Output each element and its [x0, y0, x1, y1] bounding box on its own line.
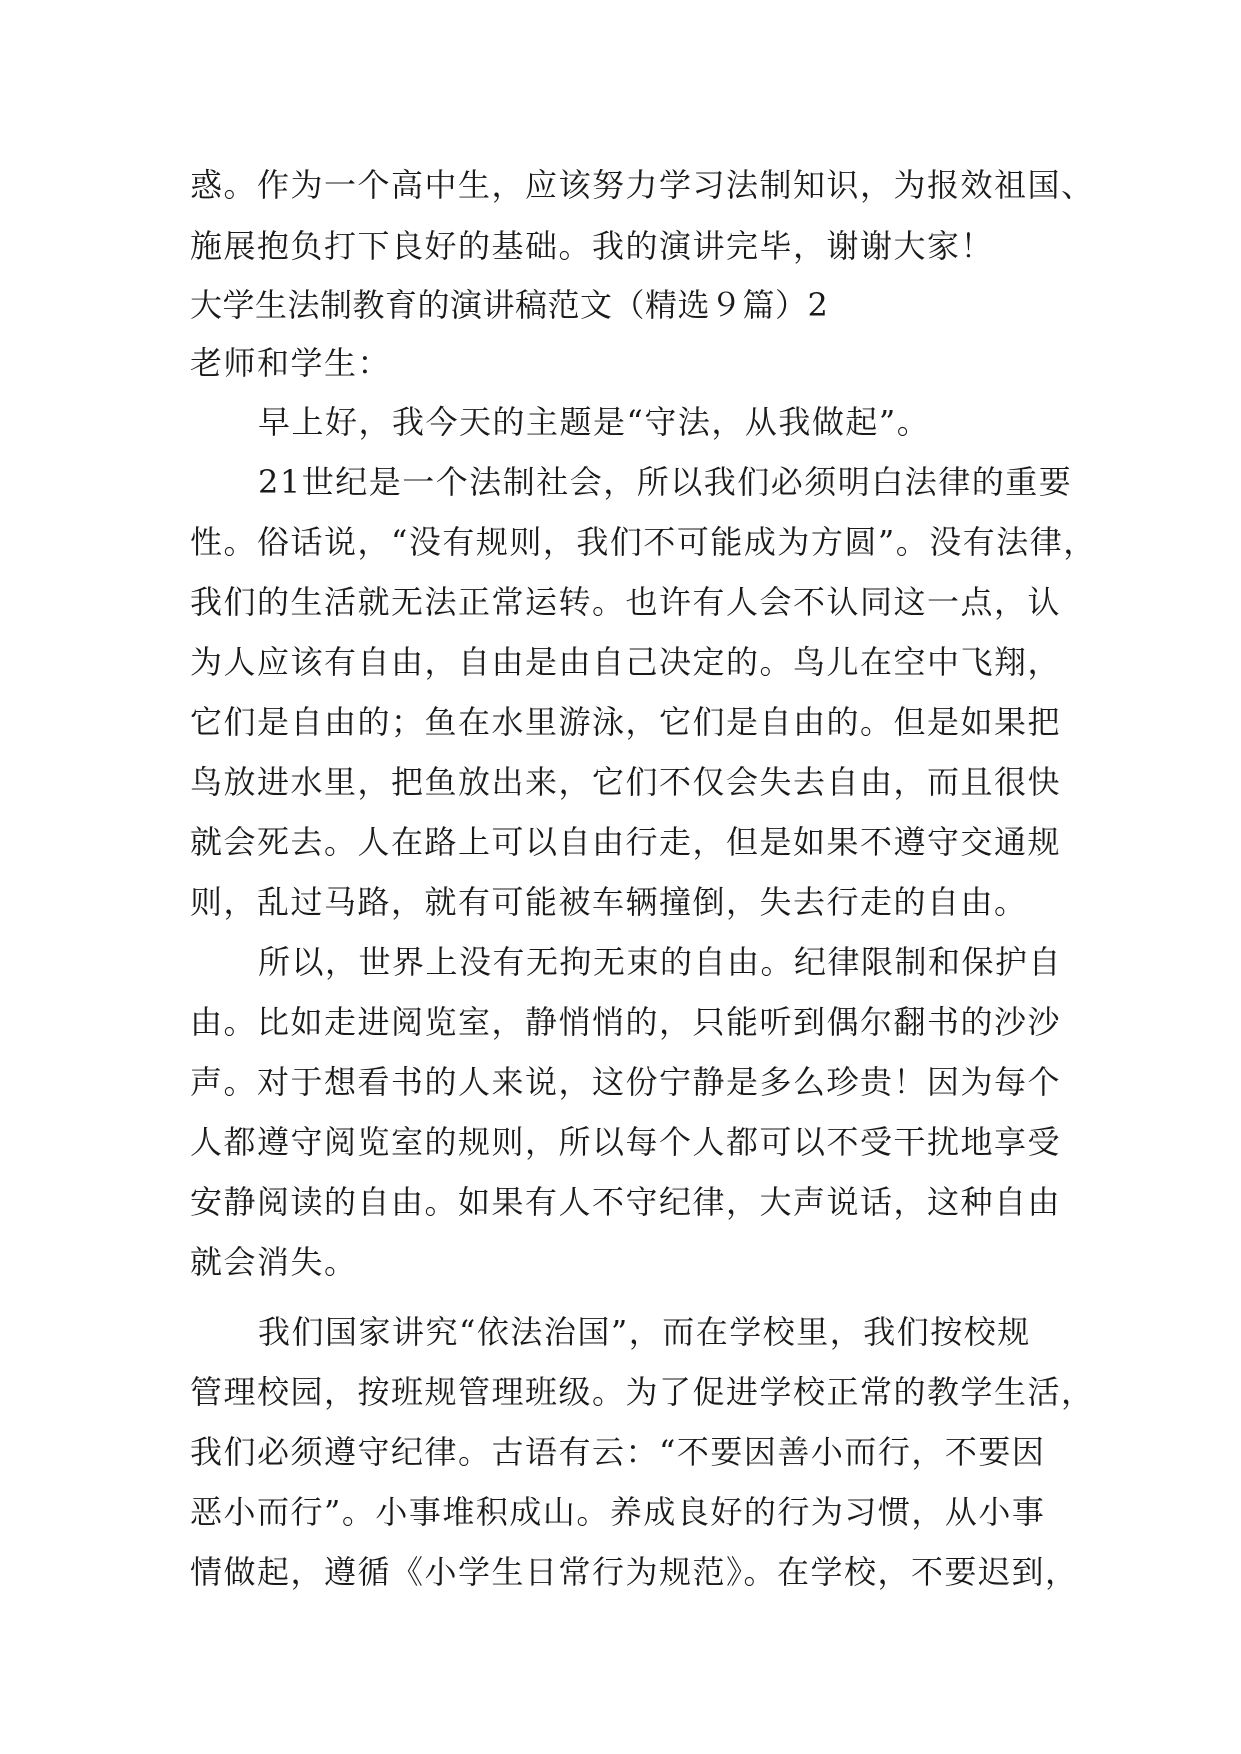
paragraph-start: 早上好，我今天的主题是“守法，从我做起”。 — [258, 403, 931, 441]
body-text-line: 性。俗话说，“没有规则，我们不可能成为方圆”。没有法律， — [190, 523, 1097, 561]
body-text-line: 由。比如走进阅览室，静悄悄的，只能听到偶尔翻书的沙沙 — [190, 1003, 1062, 1041]
body-text-line: 施展抱负打下良好的基础。我的演讲完毕，谢谢大家！ — [190, 227, 995, 265]
section-heading: 大学生法制教育的演讲稿范文（精选９篇）2 — [190, 286, 829, 324]
salutation: 老师和学生： — [190, 344, 392, 382]
body-text-line: 我们的生活就无法正常运转。也许有人会不认同这一点，认 — [190, 583, 1062, 621]
body-text-line: 人都遵守阅览室的规则，所以每个人都可以不受干扰地享受 — [190, 1123, 1062, 1161]
body-text-line: 就会死去。人在路上可以自由行走，但是如果不遵守交通规 — [190, 823, 1062, 861]
body-text-line: 我们必须遵守纪律。古语有云：“不要因善小而行，不要因 — [190, 1433, 1046, 1471]
paragraph-start: 21世纪是一个法制社会，所以我们必须明白法律的重要 — [258, 463, 1073, 501]
body-text-line: 为人应该有自由，自由是由自己决定的。鸟儿在空中飞翔， — [190, 643, 1062, 681]
body-text-line: 安静阅读的自由。如果有人不守纪律，大声说话，这种自由 — [190, 1183, 1062, 1221]
paragraph-start: 我们国家讲究“依法治国”，而在学校里，我们按校规 — [258, 1313, 1031, 1351]
body-text-line: 声。对于想看书的人来说，这份宁静是多么珍贵！因为每个 — [190, 1063, 1062, 1101]
body-text-line: 惑。作为一个高中生，应该努力学习法制知识，为报效祖国、 — [190, 166, 1095, 204]
body-text-line: 就会消失。 — [190, 1243, 358, 1281]
body-text-line: 恶小而行”。小事堆积成山。养成良好的行为习惯，从小事 — [190, 1493, 1046, 1531]
body-text-line: 管理校园，按班规管理班级。为了促进学校正常的教学生活， — [190, 1373, 1095, 1411]
body-text-line: 则，乱过马路，就有可能被车辆撞倒，失去行走的自由。 — [190, 883, 1028, 921]
body-text-line: 它们是自由的；鱼在水里游泳，它们是自由的。但是如果把 — [190, 703, 1062, 741]
body-text-line: 鸟放进水里，把鱼放出来，它们不仅会失去自由，而且很快 — [190, 763, 1062, 801]
paragraph-start: 所以，世界上没有无拘无束的自由。纪律限制和保护自 — [258, 943, 1063, 981]
body-text-line: 情做起，遵循《小学生日常行为规范》。在学校，不要迟到， — [190, 1553, 1079, 1591]
